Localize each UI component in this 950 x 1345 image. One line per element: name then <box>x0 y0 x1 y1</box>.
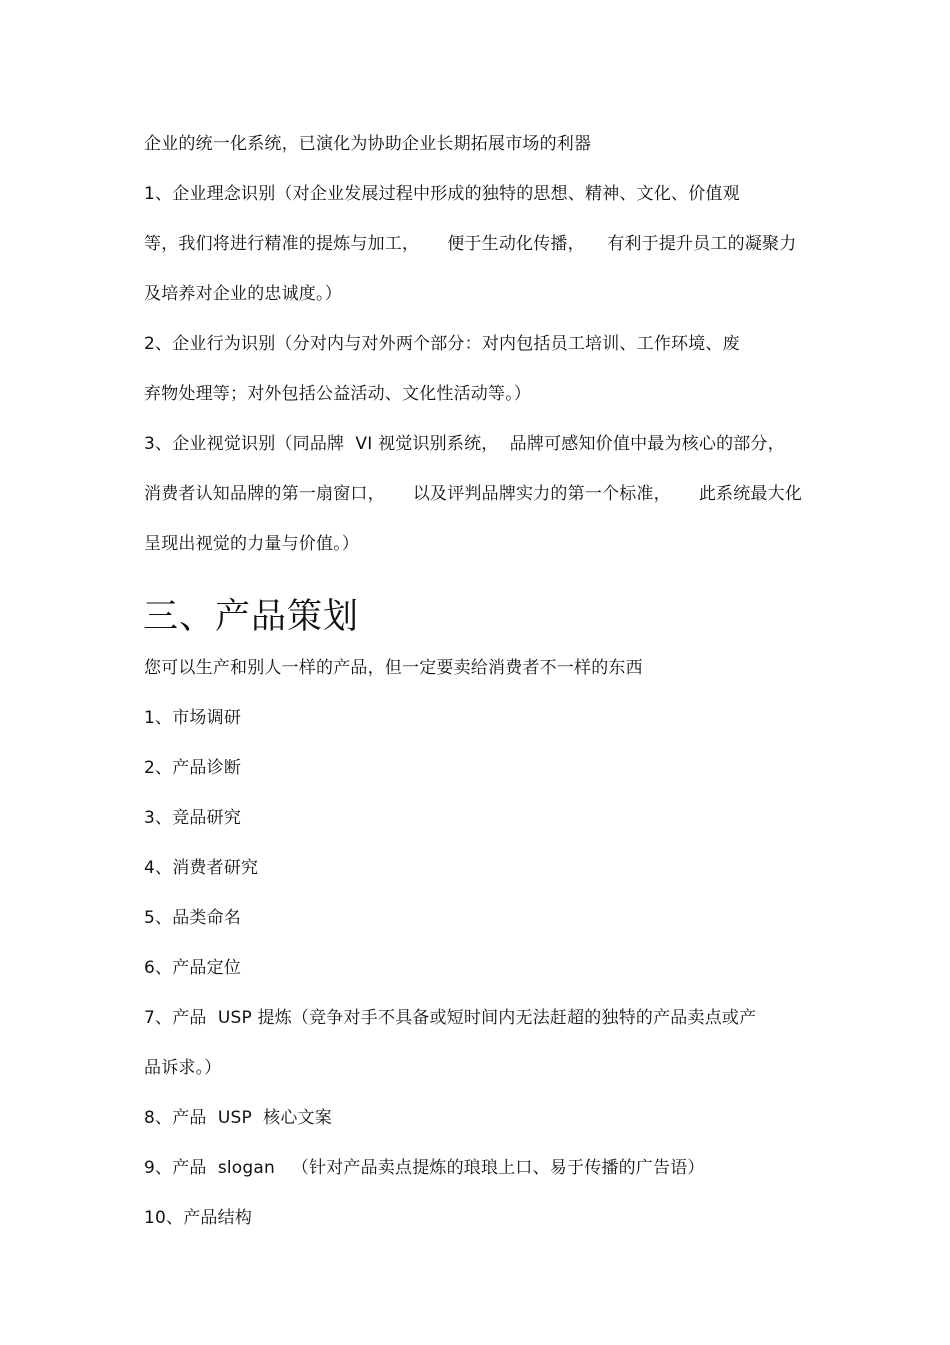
identity-item-1-line-3: 及培养对企业的忠诚度。） <box>144 284 342 304</box>
list-item: 4、消费者研究 <box>144 858 259 878</box>
identity-item-3-line-2: 消费者认知品牌的第一扇窗口， 以及评判品牌实力的第一个标准， 此系统最大化 <box>144 484 803 504</box>
list-item: 7、产品 USP 提炼（竞争对手不具备或短时间内无法赶超的独特的产品卖点或产 <box>144 1008 757 1028</box>
intro-line: 企业的统一化系统，已演化为协助企业长期拓展市场的利器 <box>144 134 592 154</box>
list-item: 5、品类命名 <box>144 908 242 928</box>
section-subtitle: 您可以生产和别人一样的产品，但一定要卖给消费者不一样的东西 <box>144 658 643 678</box>
list-item: 2、产品诊断 <box>144 758 242 778</box>
list-item: 1、市场调研 <box>144 708 242 728</box>
identity-item-1-line-1: 1、企业理念识别（对企业发展过程中形成的独特的思想、精神、文化、价值观 <box>144 184 740 204</box>
identity-item-1-line-2: 等，我们将进行精准的提炼与加工， 便于生动化传播， 有利于提升员工的凝聚力 <box>144 234 797 254</box>
list-item-continuation: 品诉求。） <box>144 1058 222 1078</box>
list-item: 3、竞品研究 <box>144 808 242 828</box>
identity-item-2-line-2: 弃物处理等；对外包括公益活动、文化性活动等。） <box>144 384 532 404</box>
identity-item-2-line-1: 2、企业行为识别（分对内与对外两个部分：对内包括员工培训、工作环境、废 <box>144 334 740 354</box>
list-item: 9、产品 slogan （针对产品卖点提炼的琅琅上口、易于传播的广告语） <box>144 1158 705 1178</box>
list-item: 8、产品 USP 核心文案 <box>144 1108 332 1128</box>
identity-item-3-line-1: 3、企业视觉识别（同品牌 VI 视觉识别系统， 品牌可感知价值中最为核心的部分， <box>144 434 785 454</box>
section-heading: 三、产品策划 <box>143 597 360 637</box>
list-item: 6、产品定位 <box>144 958 242 978</box>
identity-item-3-line-3: 呈现出视觉的力量与价值。） <box>144 534 360 554</box>
list-item: 10、产品结构 <box>144 1208 253 1228</box>
